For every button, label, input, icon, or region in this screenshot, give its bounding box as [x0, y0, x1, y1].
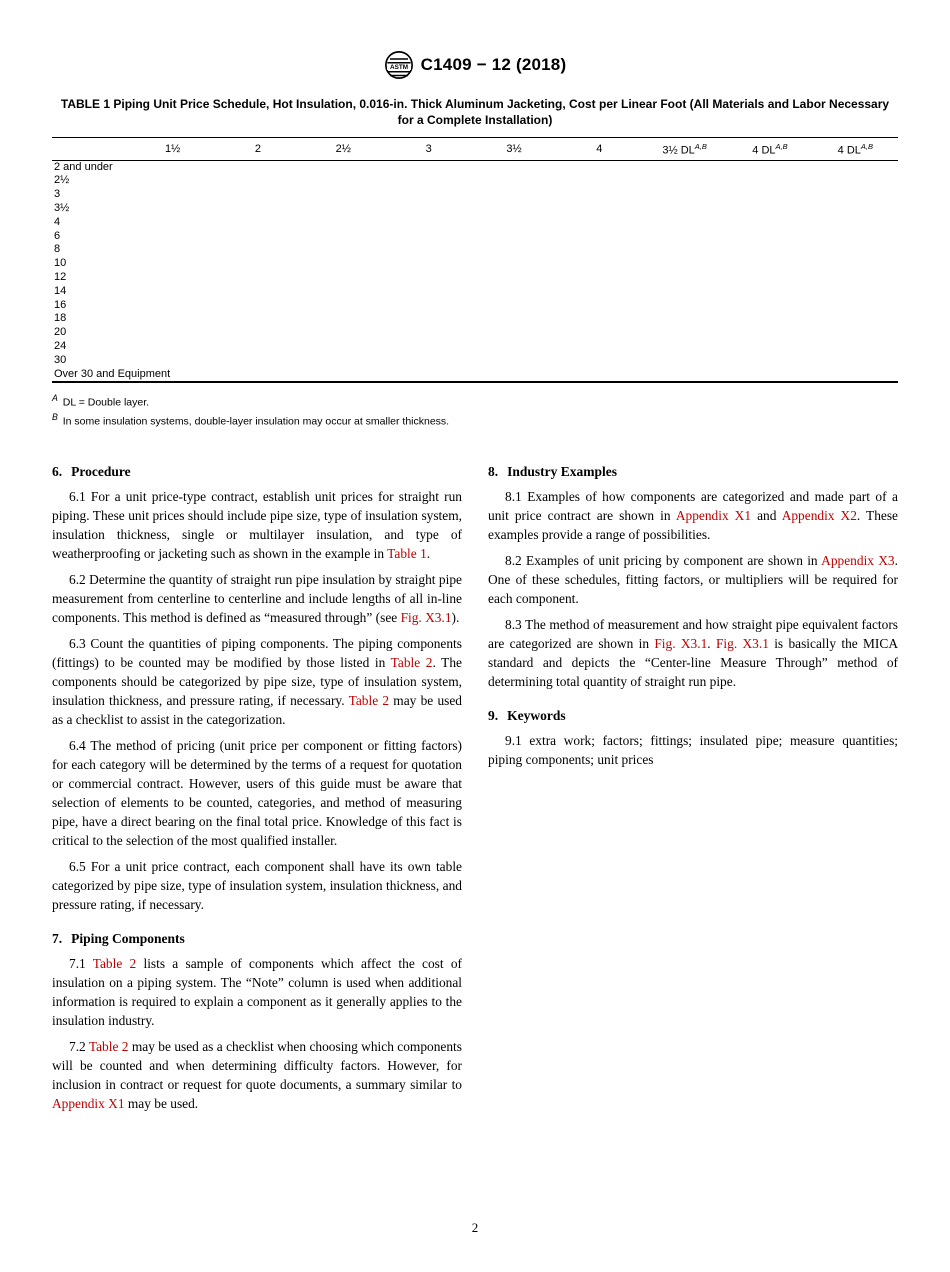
empty-price-cell [301, 160, 386, 174]
empty-price-cell [642, 271, 727, 285]
section-heading [52, 464, 462, 480]
cross-reference-link[interactable]: Table 2 [92, 956, 137, 972]
table-column-header: 2½ [301, 138, 386, 161]
paragraph: 6.5 For a unit price contract, each component shall have its own table categorized by pipe size, type of insulation system, insulation thickness, and pressure rating, if necessary. [52, 859, 462, 913]
table-column-header: 3½ $DL^{A,B}$ [642, 138, 727, 161]
column-footnote-marker: A,B [775, 142, 788, 151]
empty-price-cell [215, 340, 300, 354]
empty-price-cell [557, 312, 642, 326]
table-head-row [52, 138, 898, 161]
empty-price-cell [727, 202, 812, 216]
empty-price-cell [130, 257, 215, 271]
empty-price-cell [727, 340, 812, 354]
empty-price-cell [471, 326, 556, 340]
empty-price-cell [215, 312, 300, 326]
empty-price-cell [215, 285, 300, 299]
empty-price-cell [130, 230, 215, 244]
empty-price-cell [215, 257, 300, 271]
empty-price-cell [557, 326, 642, 340]
cross-reference-link[interactable]: Appendix X1 [675, 508, 752, 524]
cross-reference-link[interactable]: Appendix X3 [821, 553, 895, 569]
section-heading [52, 931, 462, 947]
paragraph: 8.3 The method of measurement and how straight pipe equivalent factors are categorized are shown in Fig. X3.1. Fig. X3.1 is basically the MICA standard and depicts the “Center-line Measure Through” method of determining total quantity of straight run pipe. [488, 617, 898, 690]
text-column-right [488, 464, 898, 1120]
table-row [52, 257, 898, 271]
table-row [52, 230, 898, 244]
empty-price-cell [301, 299, 386, 313]
empty-price-cell [813, 216, 898, 230]
astm-logo-icon [384, 50, 414, 80]
text-column-left [52, 464, 462, 1120]
empty-price-cell [386, 271, 471, 285]
empty-price-cell [386, 243, 471, 257]
empty-price-cell [471, 299, 556, 313]
svg-text:ASTM: ASTM [389, 63, 408, 71]
table-footnote: $^B$ In some insulation systems, double-layer insulation may occur at smaller thickness. [52, 411, 450, 428]
pipe-size-row-label: 3½ [54, 202, 70, 215]
pipe-size-row-label: 14 [54, 284, 67, 297]
empty-price-cell [813, 340, 898, 354]
table-footnote: $^A$ DL = Double layer. [52, 393, 150, 409]
table-row [52, 312, 898, 326]
empty-price-cell [471, 160, 556, 174]
table-column-header: 3½ [471, 138, 556, 161]
pipe-size-row-label: 10 [54, 257, 67, 270]
empty-price-cell [471, 368, 556, 383]
table-footnotes [52, 391, 898, 428]
empty-price-cell [215, 368, 300, 383]
empty-price-cell [727, 230, 812, 244]
paragraph: 6.4 The method of pricing (unit price per component or fitting factors) for each category will be determined by the terms of a request for quotation or commercial contract. However, users of this guide must be aware that selection of elements to be counted, categories, and method of measuring pipe, have a direct bearing on the final total price. Knowledge of this fact is critical to the selection of the most qualified installer. [52, 738, 462, 849]
empty-price-cell [130, 188, 215, 202]
pipe-size-row-label: 18 [54, 312, 67, 325]
empty-price-cell [813, 202, 898, 216]
empty-price-cell [642, 368, 727, 383]
empty-price-cell [557, 285, 642, 299]
table-row [52, 188, 898, 202]
paragraph: 7.2 Table 2 may be used as a checklist when choosing which components will be counted and when determining difficulty factors. However, for inclusion in contract or request for quote documents, a summary similar to Appendix X1 may be used. [52, 1039, 462, 1112]
empty-price-cell [727, 354, 812, 368]
empty-price-cell [642, 354, 727, 368]
empty-price-cell [727, 312, 812, 326]
empty-price-cell [642, 216, 727, 230]
empty-price-cell [386, 230, 471, 244]
table-row [52, 299, 898, 313]
pipe-size-row-label: 16 [54, 298, 67, 311]
empty-price-cell [471, 271, 556, 285]
empty-price-cell [215, 271, 300, 285]
empty-price-cell [557, 202, 642, 216]
paragraph: 8.1 Examples of how components are categorized and made part of a unit price contract are shown in Appendix X1 and Appendix X2. These examples provide a range of possibilities. [488, 489, 898, 543]
empty-price-cell [471, 174, 556, 188]
empty-price-cell [471, 312, 556, 326]
empty-price-cell [557, 340, 642, 354]
empty-price-cell [301, 257, 386, 271]
empty-price-cell [557, 368, 642, 383]
empty-price-cell [642, 188, 727, 202]
paragraph: 6.1 For a unit price-type contract, establish unit prices for straight run piping. These unit prices should include pipe size, type of insulation system, insulation thickness, single or multilayer insulation, and type of weatherproofing or jacketing such as shown in the example in Table 1. [52, 489, 462, 562]
paragraph: 6.3 Count the quantities of piping components. The piping components (fittings) to be counted may be modified by those listed in Table 2. The components should be categorized by pipe size, type of insulation system, insulation thickness, and pressure rating, if necessary. Table 2 may be used as a checklist to assist in the categorization. [52, 636, 463, 728]
table-1 [52, 137, 898, 383]
pipe-size-row-label: 12 [54, 271, 67, 284]
empty-price-cell [386, 354, 471, 368]
table-corner-cell [52, 138, 130, 161]
empty-price-cell [386, 174, 471, 188]
pipe-size-row-label: 8 [54, 243, 61, 256]
pipe-size-row-label: 30 [54, 353, 67, 366]
table-row [52, 368, 898, 383]
empty-price-cell [301, 230, 386, 244]
empty-price-cell [727, 326, 812, 340]
empty-price-cell [813, 326, 898, 340]
cross-reference-link[interactable]: Fig. X3.1 [715, 636, 769, 652]
empty-price-cell [471, 230, 556, 244]
column-footnote-marker: A,B [694, 142, 707, 151]
empty-price-cell [642, 174, 727, 188]
empty-price-cell [813, 174, 898, 188]
empty-price-cell [471, 243, 556, 257]
empty-price-cell [727, 216, 812, 230]
empty-price-cell [301, 188, 386, 202]
empty-price-cell [130, 354, 215, 368]
empty-price-cell [215, 243, 300, 257]
empty-price-cell [557, 354, 642, 368]
empty-price-cell [215, 299, 300, 313]
empty-price-cell [813, 243, 898, 257]
empty-price-cell [471, 202, 556, 216]
section-number: 7. [52, 931, 63, 947]
table-1-title: TABLE 1 Piping Unit Price Schedule, Hot Insulation, 0.016-in. Thick Aluminum Jacketing, Cost per Linear Foot (All Materials and Labor Necessary for a Complete Installation) [60, 97, 890, 127]
pipe-size-row-label: 2 and under [54, 160, 113, 173]
empty-price-cell [130, 340, 215, 354]
empty-price-cell [471, 257, 556, 271]
empty-price-cell [130, 299, 215, 313]
empty-price-cell [727, 188, 812, 202]
empty-price-cell [130, 243, 215, 257]
table-row [52, 326, 898, 340]
empty-price-cell [813, 285, 898, 299]
empty-price-cell [215, 174, 300, 188]
column-footnote-marker: A,B [860, 142, 873, 151]
empty-price-cell [130, 202, 215, 216]
section-number: 9. [488, 708, 499, 724]
empty-price-cell [642, 243, 727, 257]
section-title: Piping Components [71, 931, 185, 947]
empty-price-cell [386, 202, 471, 216]
empty-price-cell [727, 368, 812, 383]
section-title: Industry Examples [507, 464, 618, 480]
empty-price-cell [727, 160, 812, 174]
table-column-header: 2 [215, 138, 300, 161]
empty-price-cell [215, 326, 300, 340]
empty-price-cell [301, 216, 386, 230]
empty-price-cell [642, 285, 727, 299]
empty-price-cell [642, 202, 727, 216]
cross-reference-link[interactable]: Fig. X3.1 [400, 610, 452, 626]
empty-price-cell [130, 312, 215, 326]
empty-price-cell [557, 299, 642, 313]
empty-price-cell [215, 216, 300, 230]
pipe-size-row-label: 3 [54, 188, 61, 201]
empty-price-cell [813, 230, 898, 244]
section-title: Keywords [507, 708, 566, 724]
empty-price-cell [301, 243, 386, 257]
empty-price-cell [557, 188, 642, 202]
table-row [52, 243, 898, 257]
empty-price-cell [727, 271, 812, 285]
section-heading [488, 708, 898, 724]
cross-reference-link[interactable]: Table 2 [88, 1039, 129, 1055]
table-row [52, 160, 898, 174]
empty-price-cell [386, 340, 471, 354]
empty-price-cell [301, 271, 386, 285]
empty-price-cell [471, 216, 556, 230]
cross-reference-link[interactable]: Table 2 [390, 655, 433, 671]
empty-price-cell [301, 340, 386, 354]
table-body [52, 160, 898, 382]
empty-price-cell [557, 216, 642, 230]
cross-reference-link[interactable]: Table 1 [387, 546, 427, 562]
paragraph: 9.1 extra work; factors; fittings; insulated pipe; measure quantities; piping components; unit prices [488, 733, 898, 768]
empty-price-cell [386, 188, 471, 202]
table-column-header: 4 $DL^{A,B}$ [813, 138, 898, 161]
empty-price-cell [642, 160, 727, 174]
empty-price-cell [130, 160, 215, 174]
empty-price-cell [813, 312, 898, 326]
empty-price-cell [130, 174, 215, 188]
empty-price-cell [471, 354, 556, 368]
empty-price-cell [386, 257, 471, 271]
empty-price-cell [471, 340, 556, 354]
empty-price-cell [301, 354, 386, 368]
cross-reference-link[interactable]: Table 2 [348, 693, 390, 709]
empty-price-cell [301, 312, 386, 326]
empty-price-cell [130, 271, 215, 285]
empty-price-cell [727, 285, 812, 299]
empty-price-cell [642, 340, 727, 354]
empty-price-cell [215, 160, 300, 174]
empty-price-cell [642, 312, 727, 326]
empty-price-cell [813, 354, 898, 368]
empty-price-cell [813, 160, 898, 174]
empty-price-cell [301, 202, 386, 216]
empty-price-cell [813, 271, 898, 285]
empty-price-cell [557, 160, 642, 174]
empty-price-cell [301, 174, 386, 188]
empty-price-cell [301, 368, 386, 383]
paragraph: 8.2 Examples of unit pricing by component are shown in Appendix X3. One of these schedules, fitting factors, or multipliers will be required for each component. [488, 553, 898, 607]
table-column-header: 4 $DL^{A,B}$ [727, 138, 812, 161]
table-row [52, 216, 898, 230]
table-row [52, 354, 898, 368]
footnote-marker: A [52, 393, 58, 404]
empty-price-cell [386, 326, 471, 340]
empty-price-cell [813, 368, 898, 383]
page-number: 2 [471, 1220, 479, 1235]
standard-designation: C1409 − 12 (2018) [420, 55, 567, 74]
empty-price-cell [642, 326, 727, 340]
pipe-size-row-label: 24 [54, 340, 67, 353]
empty-price-cell [727, 243, 812, 257]
pipe-size-row-label: 20 [54, 326, 67, 339]
pipe-size-row-label: 2½ [54, 174, 70, 187]
empty-price-cell [386, 285, 471, 299]
cross-reference-link[interactable]: Appendix X1 [52, 1096, 125, 1112]
empty-price-cell [386, 312, 471, 326]
empty-price-cell [557, 271, 642, 285]
table-head [52, 138, 898, 161]
empty-price-cell [557, 230, 642, 244]
empty-price-cell [471, 285, 556, 299]
section-number: 6. [52, 464, 63, 480]
empty-price-cell [215, 354, 300, 368]
empty-price-cell [386, 368, 471, 383]
empty-price-cell [813, 257, 898, 271]
empty-price-cell [215, 202, 300, 216]
pipe-size-row-label: 4 [54, 215, 61, 228]
table-column-header: 1½ [130, 138, 215, 161]
footnote-marker: B [52, 411, 58, 422]
paragraph: 6.2 Determine the quantity of straight run pipe insulation by straight pipe measurement from centerline to centerline and include lengths of all in-line components. This method is defined as “measured through” (see Fig. X3.1). [52, 572, 462, 626]
body-text [52, 464, 898, 1120]
cross-reference-link[interactable]: Appendix X2 [781, 508, 857, 524]
empty-price-cell [471, 188, 556, 202]
empty-price-cell [813, 188, 898, 202]
empty-price-cell [301, 326, 386, 340]
empty-price-cell [557, 257, 642, 271]
paragraph: 7.1 Table 2 lists a sample of components which affect the cost of insulation on a piping system. The “Note” column is used when additional information is required to explain a component as it generally applies to the insulation industry. [52, 956, 462, 1029]
empty-price-cell [642, 299, 727, 313]
pipe-size-row-label: Over 30 and Equipment [54, 367, 171, 380]
empty-price-cell [301, 285, 386, 299]
empty-price-cell [727, 299, 812, 313]
section-number: 8. [488, 464, 499, 480]
empty-price-cell [727, 174, 812, 188]
table-row [52, 340, 898, 354]
empty-price-cell [386, 216, 471, 230]
pipe-size-row-label: 6 [54, 229, 61, 242]
document-header [52, 50, 898, 80]
empty-price-cell [130, 326, 215, 340]
empty-price-cell [386, 299, 471, 313]
empty-price-cell [642, 257, 727, 271]
cross-reference-link[interactable]: Fig. X3.1 [654, 636, 708, 652]
empty-price-cell [130, 285, 215, 299]
table-row [52, 174, 898, 188]
empty-price-cell [215, 230, 300, 244]
section-heading [488, 464, 898, 480]
table-row [52, 285, 898, 299]
table-column-header: 3 [386, 138, 471, 161]
section-title: Procedure [71, 464, 131, 480]
empty-price-cell [386, 160, 471, 174]
empty-price-cell [813, 299, 898, 313]
table-row [52, 202, 898, 216]
empty-price-cell [557, 174, 642, 188]
empty-price-cell [215, 188, 300, 202]
empty-price-cell [727, 257, 812, 271]
table-row [52, 271, 898, 285]
table-1-block [52, 96, 898, 428]
empty-price-cell [130, 216, 215, 230]
empty-price-cell [557, 243, 642, 257]
table-column-header: 4 [557, 138, 642, 161]
empty-price-cell [642, 230, 727, 244]
